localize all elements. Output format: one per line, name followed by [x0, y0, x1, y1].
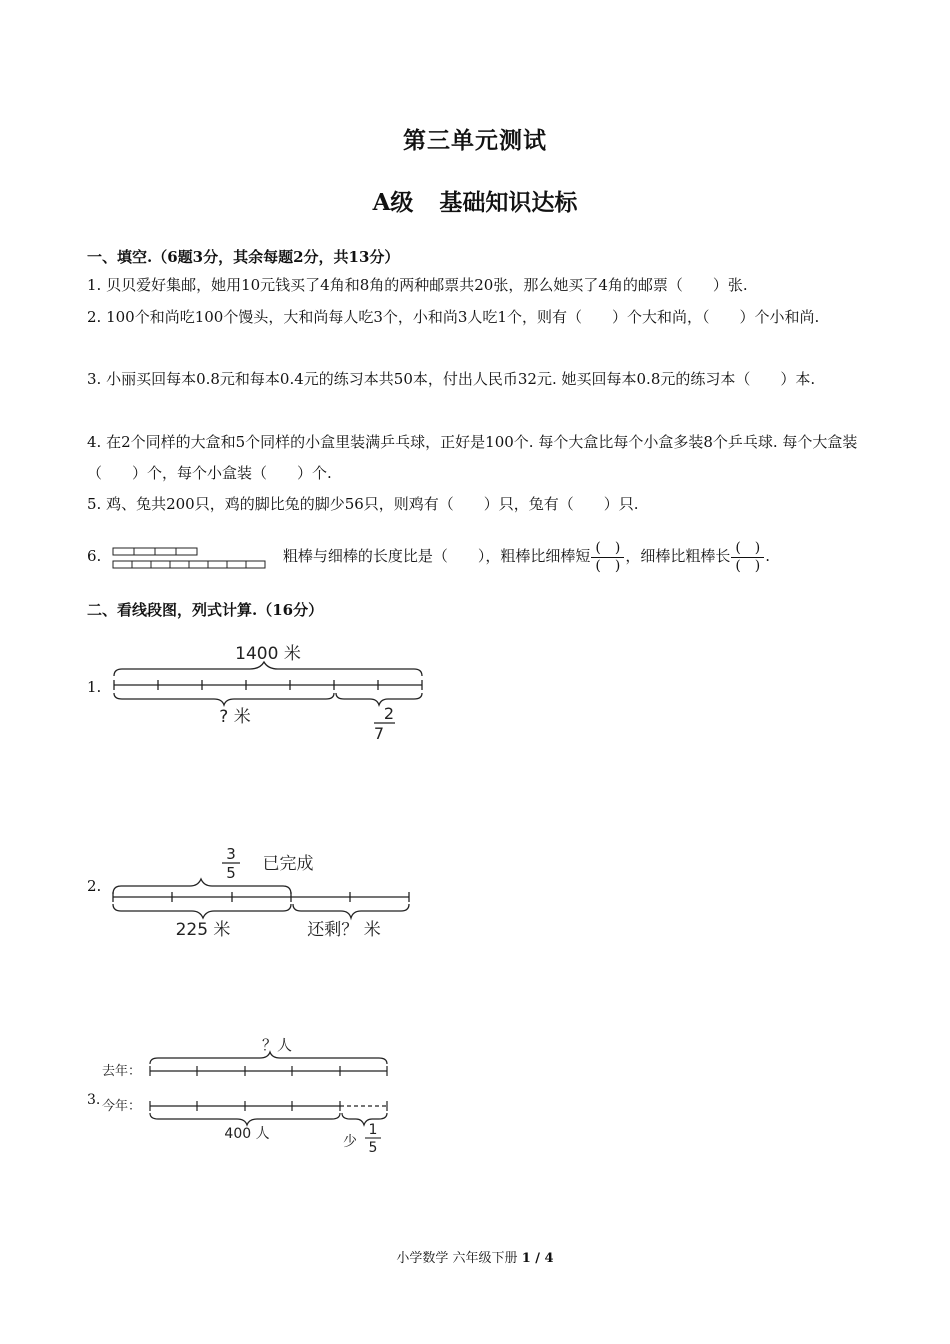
page-footer [0, 1247, 950, 1266]
diagram-3-fraction-denominator: 5 [368, 1140, 378, 1156]
line-diagram-2 [100, 838, 430, 948]
diagram-2-fraction-numerator: 3 [226, 845, 236, 863]
subtitle-grade: A级 [372, 189, 414, 216]
page-title: 第三单元测试 [403, 127, 547, 154]
question-5: 5. 鸡、兔共200只，鸡的脚比兔的脚少56只，则鸡有（ ）只，兔有（ ）只. [87, 495, 639, 513]
page-subtitle [0, 184, 950, 217]
diagram-2-done-label: 已完成 [262, 854, 314, 874]
line-diagram-3 [100, 1030, 400, 1162]
question-2: 2. 100个和尚吃100个馒头，大和尚每人吃3个，小和尚3人吃1个，则有（ ）个大和尚，（ ）个小和尚. [87, 308, 820, 326]
question-6-text-2: ，细棒比粗棒长 [625, 547, 731, 565]
fraction-blank-1: $\frac{( )}{( )}$ [591, 540, 624, 575]
section2-heading: 二、看线段图，列式计算.（16分） [87, 601, 324, 619]
question-6: 6. 粗棒与细棒的长度比是（ ），粗棒比细棒短 $\frac{( )}{( )}$ ，细棒比粗棒长 $\frac{( )}{( )}$ . [87, 539, 771, 574]
question-1: 1. 贝贝爱好集邮，她用10元钱买了4角和8角的两种邮票共20张，那么她买了4角的邮票（ ）张. [87, 276, 748, 294]
question-3: 3. 小丽买回每本0.8元和每本0.4元的练习本共50本，付出人民币32元. 她买回每本0.8元的练习本（ ）本. [87, 370, 816, 388]
diagram-1-total-label: 1400 米 [235, 644, 301, 664]
question-4: 4. 在2个同样的大盒和5个同样的小盒里装满乒乓球，正好是100个. 每个大盒比每个小盒多装8个乒乓球. 每个大盒装（ ）个，每个小盒装（ ）个. [87, 433, 858, 482]
question-6-number: 6. [87, 547, 102, 565]
diagram-3-fraction-numerator: 1 [368, 1122, 378, 1138]
sticks-diagram [112, 542, 274, 572]
diagram-2-remain-label: 还剩？ 米 [307, 920, 381, 940]
line-diagram-1 [100, 638, 440, 748]
diagram-3-less-label: 少 [343, 1134, 357, 1150]
diagram-1-fraction-denominator: 7 [373, 724, 385, 743]
footer-text: 小学数学 六年级下册 [396, 1251, 522, 1266]
diagram-2-number: 2. [87, 877, 102, 895]
diagram-1-fraction-numerator: 2 [383, 704, 395, 723]
diagram-2-fraction-denominator: 5 [226, 864, 236, 882]
diagram-3-number: 3. [87, 1092, 101, 1108]
diagram-3-total-label: ？人 [261, 1036, 293, 1054]
subtitle-name: 基础知识达标 [439, 189, 578, 216]
diagram-1-unknown-label: ? 米 [219, 707, 251, 727]
diagram-3-last-year-label: 去年： [102, 1064, 142, 1079]
question-6-text-1: 粗棒与细棒的长度比是（ ），粗棒比细棒短 [282, 547, 591, 565]
diagram-2-done-length: 225 米 [175, 920, 231, 940]
diagram-1-number: 1. [87, 678, 102, 696]
diagram-3-this-year-length: 400 人 [224, 1126, 270, 1142]
section1-heading: 一、填空.（6题3分，其余每题2分，共13分） [87, 248, 400, 266]
diagram-3-this-year-label: 今年： [102, 1099, 142, 1114]
fraction-blank-2: $\frac{( )}{( )}$ [731, 540, 764, 575]
page-number: 1 / 4 [521, 1251, 554, 1266]
